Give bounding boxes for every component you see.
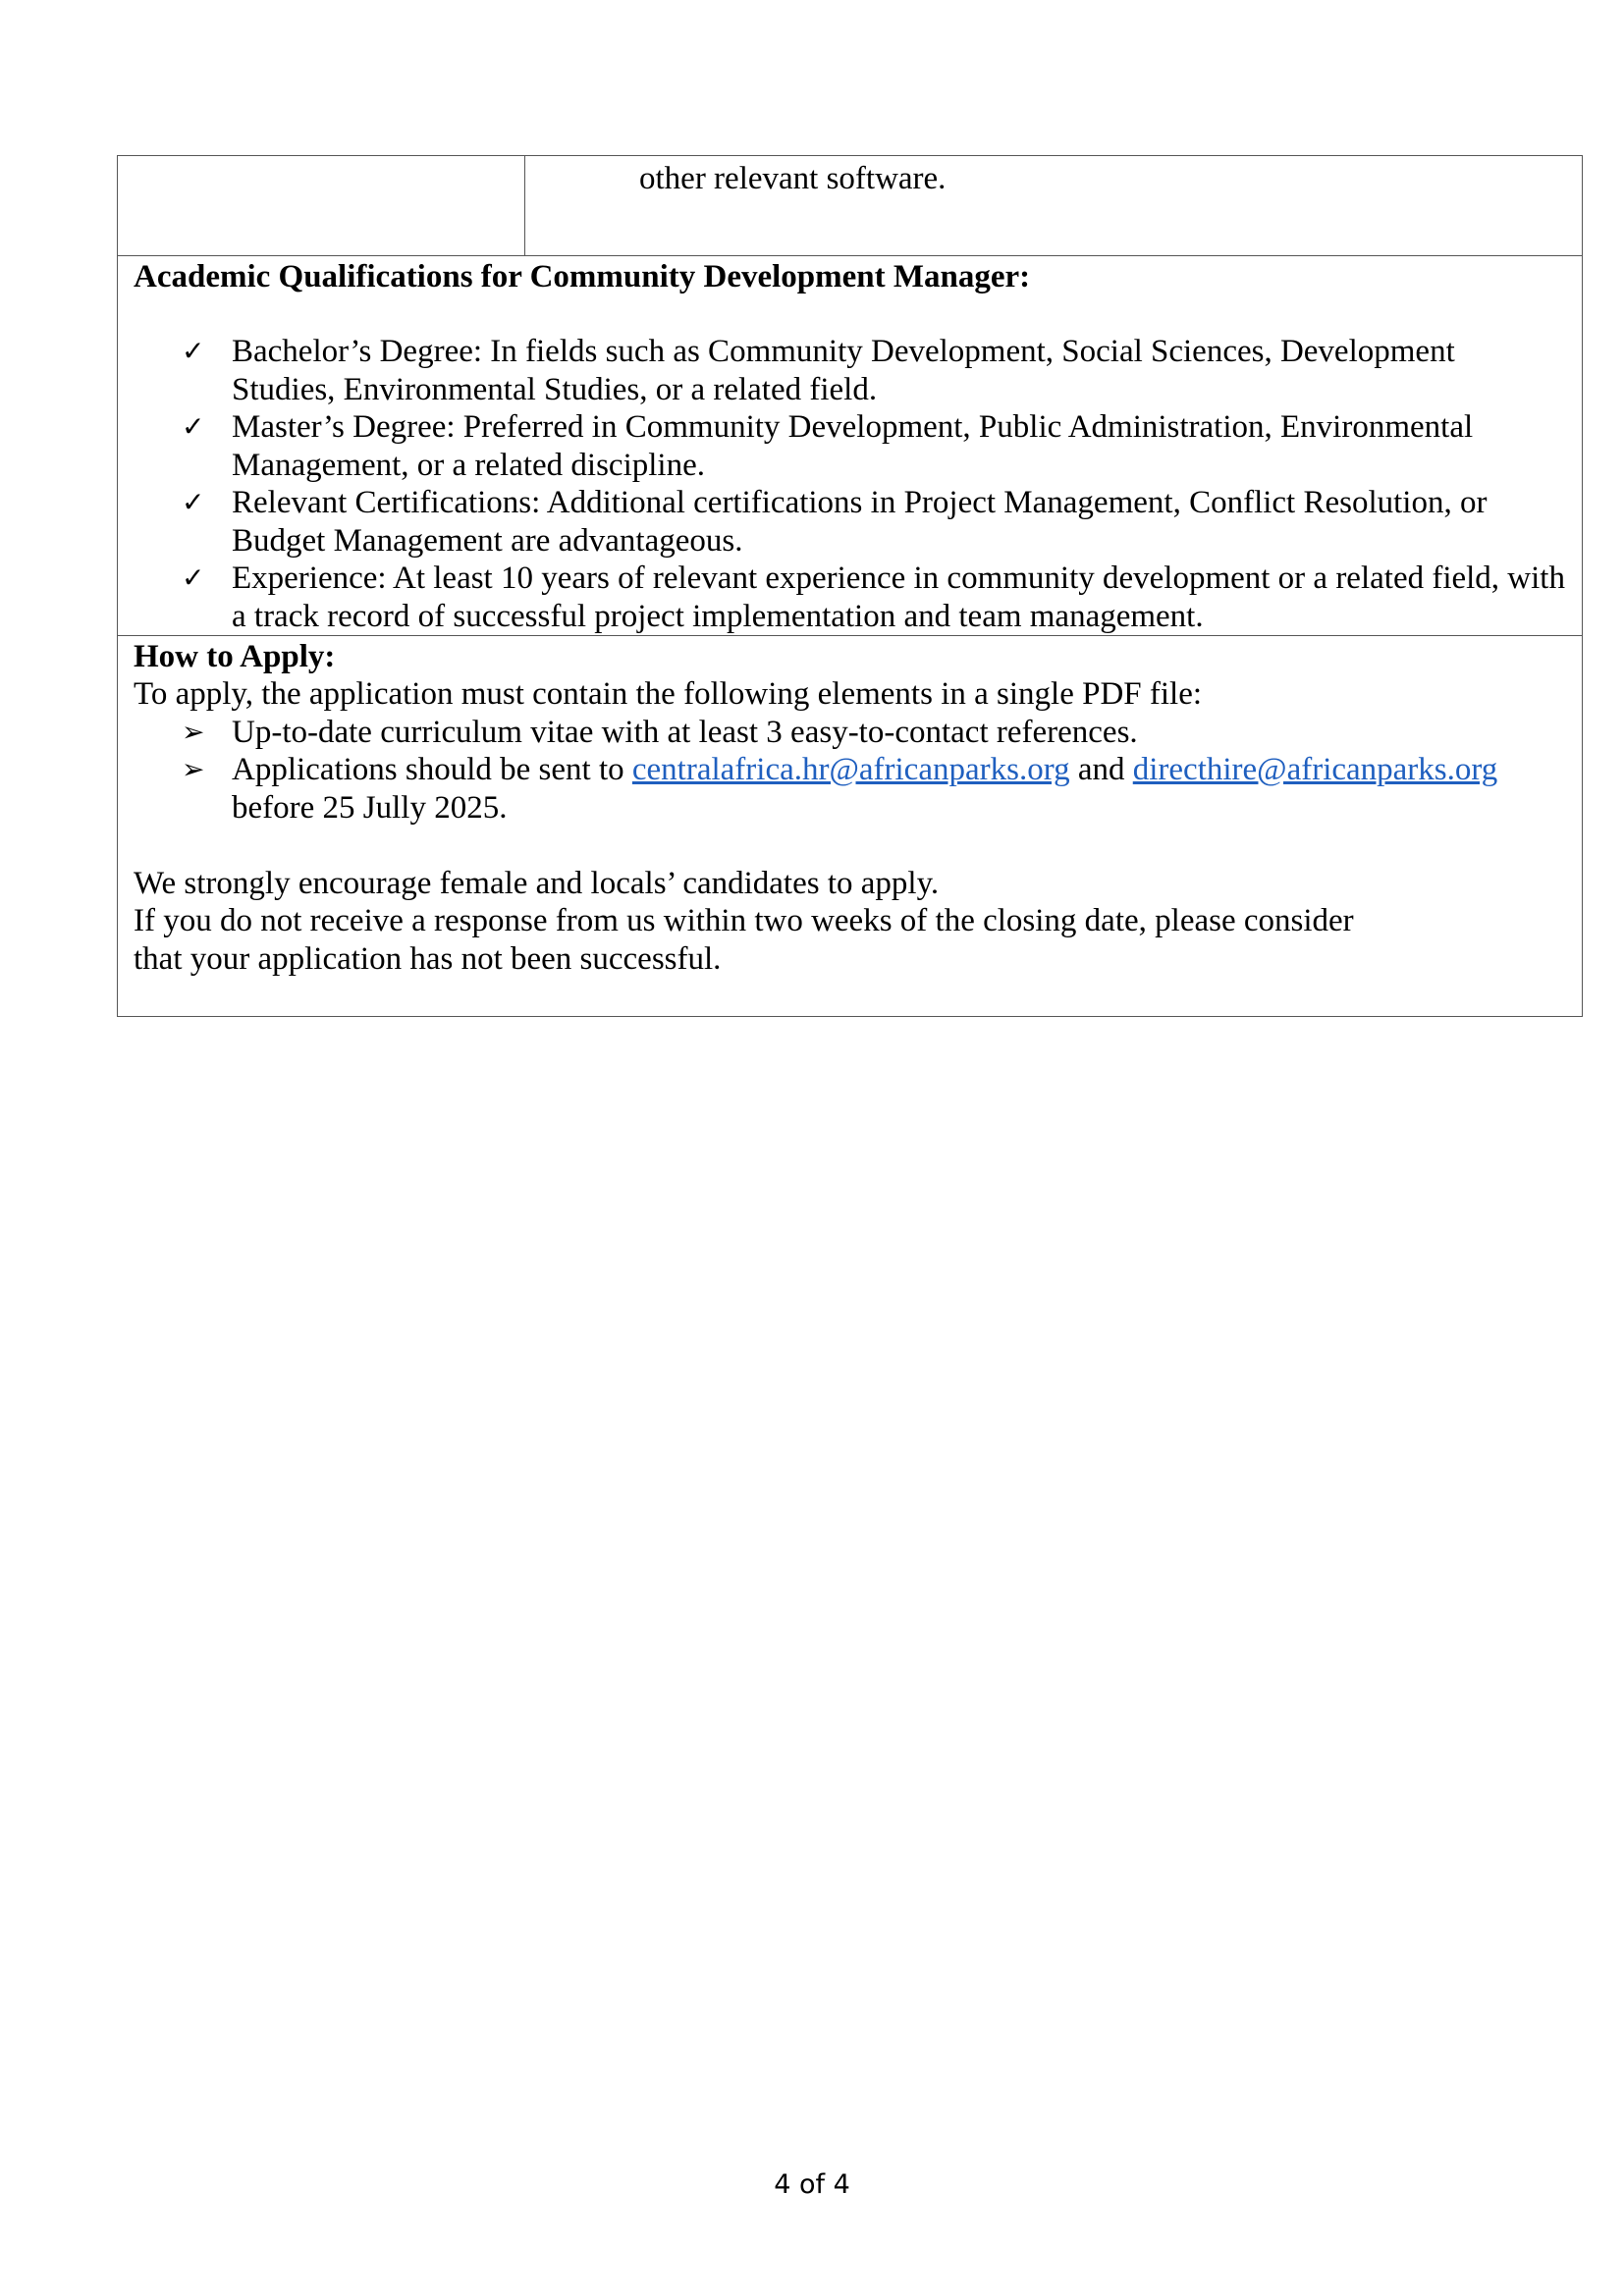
encourage-text: We strongly encourage female and locals’ candidates to apply.	[134, 865, 940, 901]
qualification-item: ✓ Relevant Certifications: Additional certifications in Project Management, Conflict Resolution, or Budget Management are advantageous.	[182, 485, 1488, 559]
document-table	[117, 155, 1583, 1017]
checkmark-icon: ✓	[182, 410, 205, 443]
qualifications-section	[118, 256, 1582, 636]
arrowhead-bullet-icon: ➢	[182, 715, 205, 748]
software-text: other relevant software.	[639, 161, 947, 196]
qualifications-list	[134, 333, 1566, 635]
apply-item-send: ➢ Applications should be sent to centralafrica.hr@africanparks.org and directhire@africanparks.org before 25 Jully 2025.	[182, 752, 1498, 826]
apply-list	[134, 714, 1566, 828]
apply-intro: To apply, the application must contain the following elements in a single PDF file:	[134, 676, 1203, 712]
checkmark-icon: ✓	[182, 335, 205, 367]
how-to-apply-heading: How to Apply:	[134, 639, 336, 674]
checkmark-icon: ✓	[182, 486, 205, 518]
arrowhead-bullet-icon: ➢	[182, 753, 205, 785]
page-number: 4 of 4	[774, 2169, 850, 2200]
checkmark-icon: ✓	[182, 561, 205, 594]
email-link-directhire[interactable]: directhire@africanparks.org	[1132, 752, 1498, 787]
qualifications-heading: Academic Qualifications for Community Development Manager:	[134, 259, 1031, 294]
how-to-apply-section	[118, 636, 1582, 1016]
apply-item-cv: ➢ Up-to-date curriculum vitae with at least 3 easy-to-contact references.	[182, 714, 1138, 750]
qualification-item: ✓ Bachelor’s Degree: In fields such as Community Development, Social Sciences, Development Studies, Environmental Studies, or a related field.	[182, 334, 1455, 407]
qualification-item: ✓ Master’s Degree: Preferred in Community Development, Public Administration, Environmental Management, or a related discipline.	[182, 409, 1474, 483]
closing-text: If you do not receive a response from us within two weeks of the closing date, please consider that your application has not been successful.	[134, 903, 1354, 977]
table-row-software	[118, 156, 1582, 256]
qualification-item: ✓ Experience: At least 10 years of relevant experience in community development or a related field, with a track record of successful project implementation and team management.	[182, 561, 1565, 634]
empty-cell	[118, 156, 525, 255]
email-link-centralafrica[interactable]: centralafrica.hr@africanparks.org	[631, 752, 1070, 787]
